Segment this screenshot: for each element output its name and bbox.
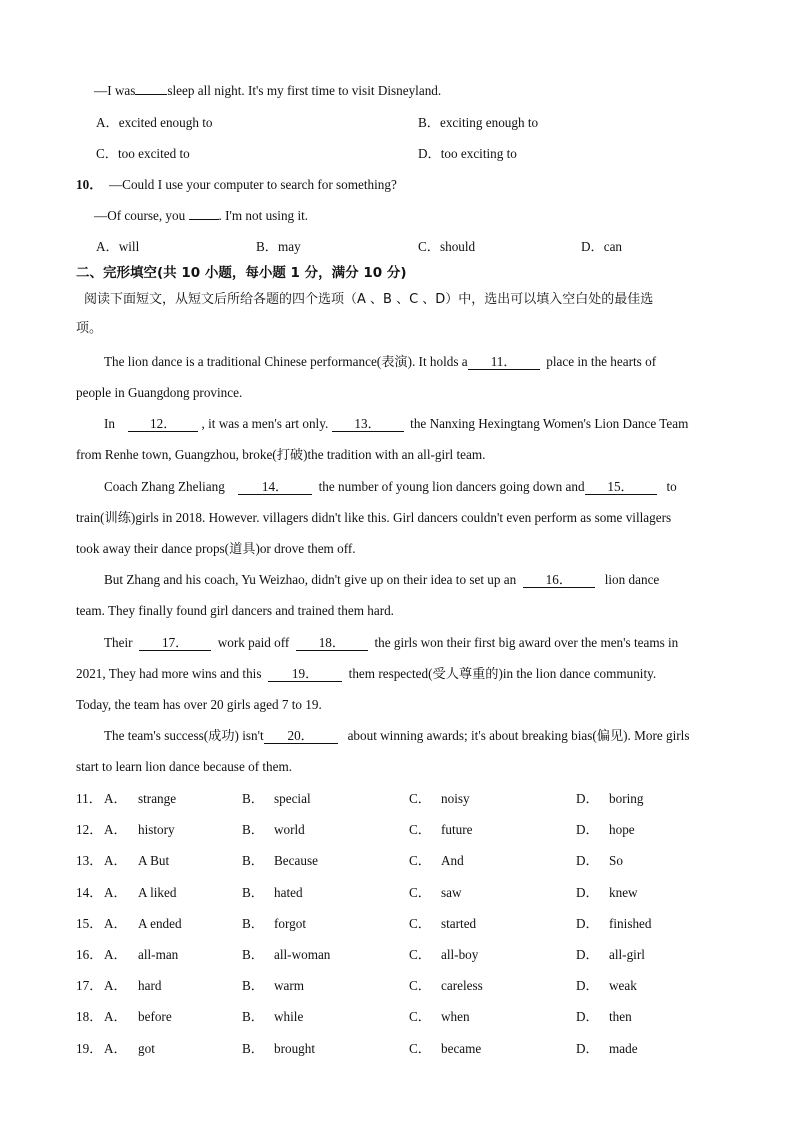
q9-prefix: —I was (94, 83, 136, 98)
option-letter: D． (581, 239, 604, 254)
passage-text: the girls won their first big award over the men's teams in (374, 635, 679, 650)
q9-question (94, 82, 441, 100)
choice-option-b[interactable]: world (274, 822, 305, 838)
option-letter: D． (418, 146, 441, 161)
passage-p6-line1 (104, 727, 689, 745)
choice-letter-b[interactable]: B． (242, 884, 264, 900)
choice-letter-d[interactable]: D． (576, 791, 599, 806)
choice-option-b[interactable]: brought (274, 1040, 316, 1056)
passage-text: about winning awards; it's about breaking bias(偏见). More girls (347, 728, 690, 743)
choice-option-a[interactable]: hard (138, 978, 162, 994)
choice-letter-c[interactable]: C． (409, 1009, 431, 1025)
blank-20[interactable]: 20． (264, 728, 338, 744)
choice-letter-b[interactable]: B． (242, 1040, 264, 1056)
passage-p3-line3: took away their dance props(道具)or drove them off. (76, 541, 356, 556)
section-instruction-line2: 项。 (76, 321, 103, 336)
passage-p2-line2: from Renhe town, Guangzhou, broke(打破)the tradition with an all-girl team. (76, 447, 486, 462)
q9-suffix: sleep all night. It's my first time to visit Disneyland. (167, 83, 442, 98)
passage-text: Their (104, 635, 133, 650)
choice-option-d[interactable]: boring (609, 791, 644, 806)
option-letter: C． (418, 239, 440, 254)
choice-option-c[interactable]: careless (441, 978, 483, 994)
option-text: can (603, 239, 623, 254)
passage-p3-line1 (104, 478, 677, 496)
passage-text: , it was a men's art only. (201, 416, 329, 431)
blank-15[interactable]: 15． (585, 479, 657, 495)
choice-letter-d[interactable]: D． (576, 853, 599, 869)
q10-option-d[interactable] (581, 238, 622, 256)
choice-letter-b[interactable]: B． (242, 791, 264, 806)
choice-letter-d[interactable]: D． (576, 822, 599, 838)
choice-option-b[interactable]: while (274, 1009, 304, 1025)
choice-letter-a[interactable]: A． (104, 1040, 127, 1056)
choice-letter-a[interactable]: A． (104, 978, 127, 994)
choice-option-d[interactable]: finished (609, 915, 652, 931)
section-instruction-line1: 阅读下面短文，从短文后所给各题的四个选项（A 、B 、C 、D）中，选出可以填入空白处的最佳选 (84, 292, 654, 307)
choice-option-c[interactable]: And (441, 853, 464, 869)
choice-option-a[interactable]: history (138, 822, 175, 838)
passage-text: the Nanxing Hexingtang Women's Lion Dance Team (410, 416, 689, 431)
q10-line1: —Could I use your computer to search for something? (108, 177, 397, 192)
q10-line2-prefix: —Of course, you (94, 208, 186, 223)
option-text: should (439, 239, 476, 254)
choice-number: 14． (76, 884, 103, 900)
choice-option-a[interactable]: before (138, 1009, 172, 1025)
option-text: will (118, 239, 140, 254)
blank-17[interactable]: 17． (139, 635, 211, 651)
q9-option-b[interactable] (418, 114, 538, 132)
choice-option-d[interactable]: made (609, 1040, 638, 1056)
option-letter: A． (96, 239, 119, 254)
choice-letter-b[interactable]: B． (242, 915, 264, 931)
q9-blank[interactable] (135, 94, 167, 95)
choice-option-d[interactable]: then (609, 1009, 632, 1025)
choice-letter-d[interactable]: D． (576, 978, 599, 994)
q10-line2 (94, 207, 308, 225)
option-letter: B． (418, 115, 440, 130)
choice-number: 18． (76, 1009, 103, 1025)
choice-option-b[interactable]: warm (274, 978, 305, 994)
choice-letter-c[interactable]: C． (409, 915, 431, 931)
blank-12[interactable]: 12． (128, 416, 198, 432)
passage-text: the number of young lion dancers going down and (318, 479, 585, 494)
choice-option-a[interactable]: A ended (138, 915, 182, 931)
choice-option-d[interactable]: So (609, 853, 623, 869)
choice-letter-a[interactable]: A． (104, 1009, 127, 1025)
q10-option-b[interactable] (256, 238, 301, 256)
blank-18[interactable]: 18． (296, 635, 368, 651)
choice-option-c[interactable]: all-boy (441, 947, 479, 962)
choice-letter-c[interactable]: C． (409, 791, 431, 806)
q10-blank[interactable] (189, 219, 219, 220)
choice-option-b[interactable]: forgot (274, 915, 306, 931)
blank-13[interactable]: 13． (332, 416, 404, 432)
choice-option-d[interactable]: knew (609, 884, 638, 900)
option-text: exciting enough to (439, 115, 539, 130)
choice-option-b[interactable]: all-woman (274, 947, 331, 962)
choice-letter-b[interactable]: B． (242, 822, 264, 838)
q9-option-a[interactable] (96, 114, 212, 132)
passage-p4-line2: team. They finally found girl dancers and trained them hard. (76, 603, 394, 618)
choice-option-c[interactable]: started (441, 915, 477, 931)
passage-text: place in the hearts of (546, 354, 657, 369)
choice-option-a[interactable]: A But (138, 853, 170, 869)
passage-p5-line1 (104, 634, 678, 652)
passage-text: The lion dance is a traditional Chinese performance(表演). It holds a (104, 354, 468, 369)
choice-option-c[interactable]: noisy (441, 791, 470, 806)
q9-option-c[interactable] (96, 145, 190, 163)
passage-text: In (104, 416, 115, 431)
choice-letter-c[interactable]: C． (409, 978, 431, 994)
choice-option-c[interactable]: saw (441, 884, 462, 900)
q10-line2-suffix: . I'm not using it. (218, 208, 309, 223)
option-letter: A． (96, 115, 119, 130)
choice-letter-b[interactable]: B． (242, 853, 264, 869)
choice-letter-c[interactable]: C． (409, 853, 431, 869)
choice-number: 11． (76, 791, 102, 806)
passage-text: But Zhang and his coach, Yu Weizhao, didn't give up on their idea to set up an (104, 572, 517, 587)
q10-option-c[interactable] (418, 238, 475, 256)
choice-number: 19． (76, 1040, 103, 1056)
choice-option-d[interactable]: weak (609, 978, 637, 994)
choice-number: 15． (76, 915, 103, 931)
choice-letter-c[interactable]: C． (409, 947, 431, 962)
passage-p1-line1 (104, 353, 656, 371)
choice-option-c[interactable]: when (441, 1009, 470, 1025)
choice-letter-c[interactable]: C． (409, 884, 431, 900)
choice-letter-a[interactable]: A． (104, 791, 127, 806)
choice-letter-d[interactable]: D． (576, 915, 599, 931)
passage-p3-line2: train(训练)girls in 2018. However. villagers didn't like this. Girl dancers couldn't even perform as some villagers (76, 510, 672, 525)
passage-p6-line2: start to learn lion dance because of them. (76, 759, 293, 774)
choice-option-d[interactable]: all-girl (609, 947, 645, 962)
passage-p5-line2 (76, 665, 656, 683)
choice-option-a[interactable]: strange (138, 791, 177, 806)
choice-letter-a[interactable]: A． (104, 915, 127, 931)
q9-option-d[interactable] (418, 145, 517, 163)
choice-letter-d[interactable]: D． (576, 1040, 599, 1056)
choice-number: 13． (76, 853, 103, 869)
option-text: may (277, 239, 301, 254)
choice-letter-b[interactable]: B． (242, 1009, 264, 1025)
choice-option-b[interactable]: Because (274, 853, 318, 869)
choice-letter-a[interactable]: A． (104, 947, 127, 962)
passage-text: lion dance (604, 572, 660, 587)
blank-14[interactable]: 14． (238, 479, 312, 495)
choice-letter-d[interactable]: D． (576, 1009, 599, 1025)
choice-number: 12． (76, 822, 103, 838)
passage-text: Coach Zhang Zheliang (104, 479, 225, 494)
choice-letter-c[interactable]: C． (409, 1040, 431, 1056)
option-text: too exciting to (440, 146, 517, 161)
choice-option-a[interactable]: A liked (138, 884, 177, 900)
passage-p5-line3: Today, the team has over 20 girls aged 7 to 19. (76, 697, 322, 712)
choice-option-a[interactable]: all-man (138, 947, 179, 962)
option-letter: B． (256, 239, 278, 254)
choice-letter-b[interactable]: B． (242, 978, 264, 994)
choice-letter-d[interactable]: D． (576, 947, 599, 962)
choice-letter-b[interactable]: B． (242, 947, 264, 962)
option-text: excited enough to (118, 115, 213, 130)
choice-letter-c[interactable]: C． (409, 822, 431, 838)
option-letter: C． (96, 146, 118, 161)
choice-letter-a[interactable]: A． (104, 853, 127, 869)
choice-letter-d[interactable]: D． (576, 884, 599, 900)
choice-number: 17． (76, 978, 103, 994)
choice-option-b[interactable]: special (274, 791, 311, 806)
passage-text: them respected(受人尊重的)in the lion dance community. (348, 666, 657, 681)
blank-19[interactable]: 19． (268, 666, 342, 682)
choice-letter-a[interactable]: A． (104, 884, 127, 900)
option-text: too excited to (117, 146, 190, 161)
choice-number: 16． (76, 947, 103, 962)
passage-text: 2021, They had more wins and this (76, 666, 262, 681)
passage-p1-line2: people in Guangdong province. (76, 385, 243, 400)
choice-option-c[interactable]: future (441, 822, 473, 838)
q10-option-a[interactable] (96, 238, 139, 256)
choice-option-c[interactable]: became (441, 1040, 482, 1056)
passage-text: work paid off (217, 635, 290, 650)
choice-option-b[interactable]: hated (274, 884, 303, 900)
choice-letter-a[interactable]: A． (104, 822, 127, 838)
q10-question (76, 176, 397, 194)
q10-number: 10． (76, 177, 103, 192)
blank-11[interactable]: 11． (468, 354, 540, 370)
passage-p4-line1 (104, 571, 659, 589)
choice-option-d[interactable]: hope (609, 822, 635, 838)
passage-text: to (666, 479, 677, 494)
passage-text: The team's success(成功) isn't (104, 728, 264, 743)
blank-16[interactable]: 16． (523, 572, 595, 588)
section-heading: 二、完形填空(共 10 小题，每小题 1 分，满分 10 分) (76, 265, 407, 281)
passage-p2-line1 (104, 415, 688, 433)
choice-option-a[interactable]: got (138, 1040, 155, 1056)
